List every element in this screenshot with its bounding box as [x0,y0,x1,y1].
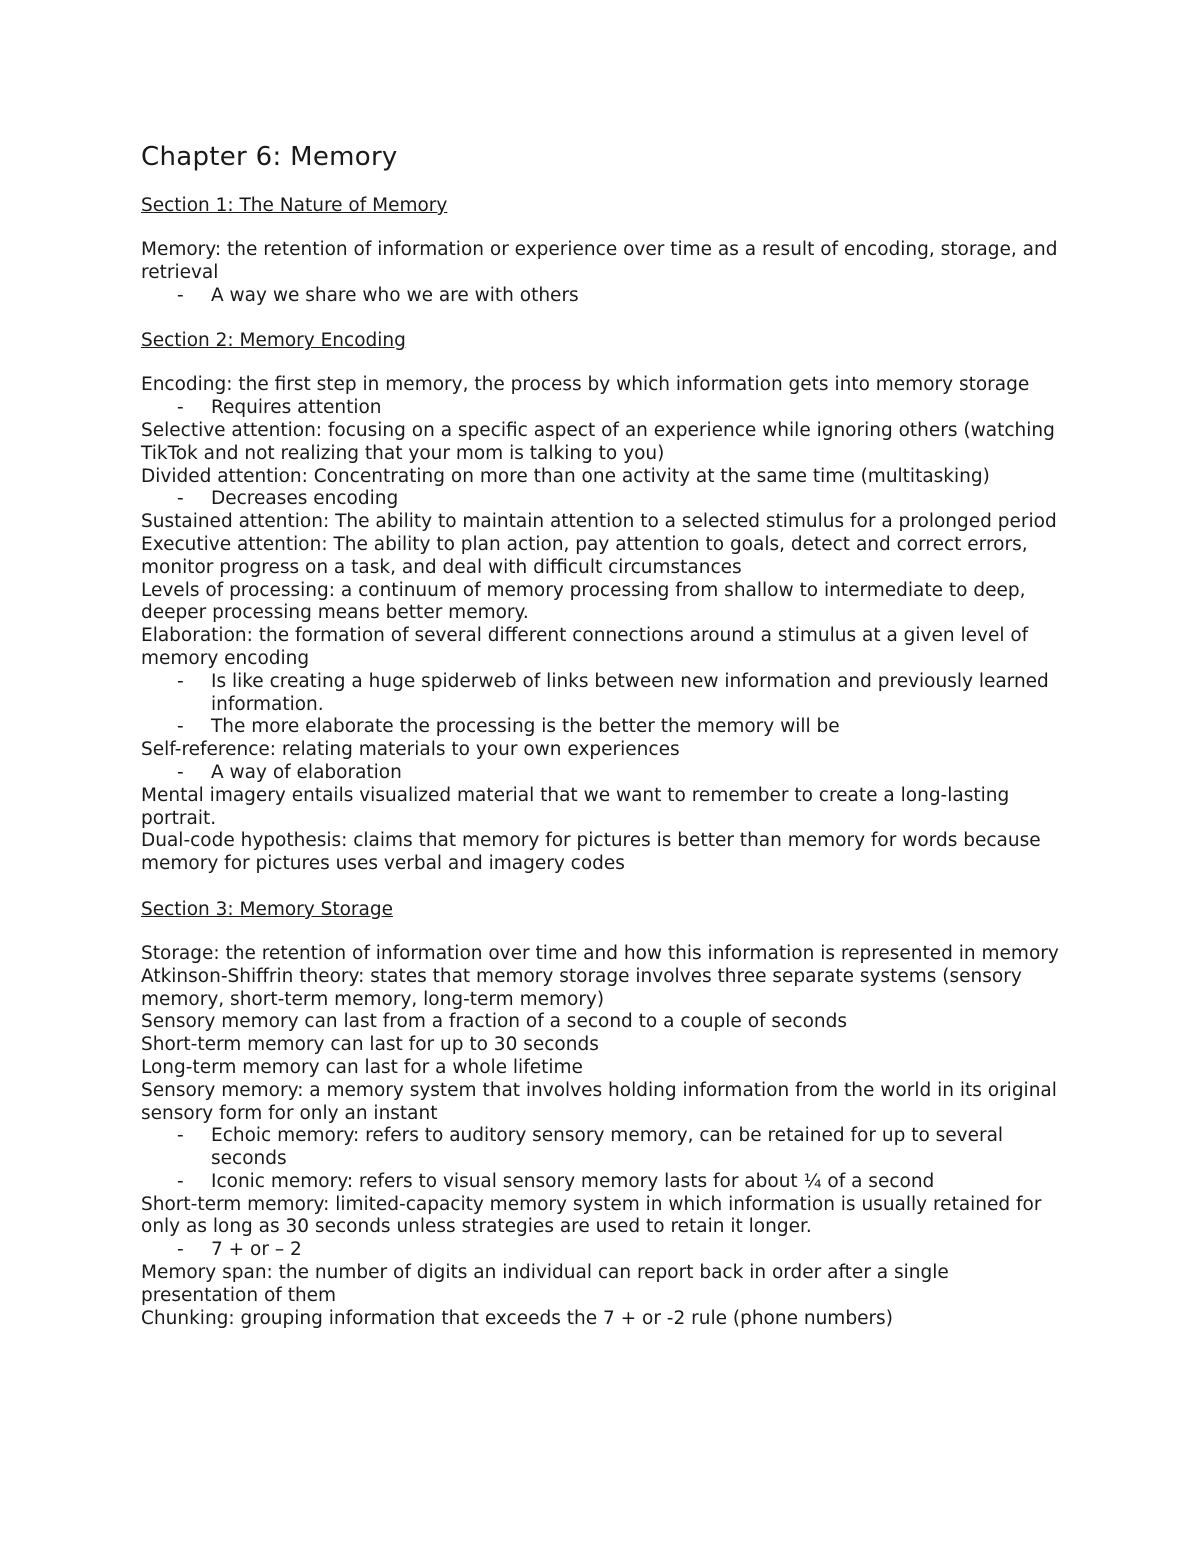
bullet-text: Is like creating a huge spiderweb of links between new information and previously learned information. [211,670,1049,715]
bullet-marker: - [177,397,184,419]
section-2 [141,329,1071,876]
bullet-text: The more elaborate the processing is the better the memory will be [211,716,840,738]
paragraph: Sensory memory: a memory system that involves holding information from the world in its original sensory form for only an instant [141,1079,1057,1124]
bullet-marker: - [177,1170,184,1192]
bullet-item [141,285,1071,308]
bullet-item [141,762,1071,785]
paragraph: Executive attention: The ability to plan action, pay attention to goals, detect and correct errors, monitor progress on a task, and deal with difficult circumstances [141,533,1028,578]
bullet-text: Echoic memory: refers to auditory sensory memory, can be retained for up to several seconds [211,1125,1004,1170]
paragraph: Sensory memory can last from a fraction of a second to a couple of seconds [141,1011,848,1033]
document-page [141,140,1071,1352]
paragraph: Memory span: the number of digits an individual can report back in order after a single presentation of them [141,1262,949,1306]
bullet-text: 7 + or – 2 [211,1239,302,1261]
bullet-item [141,1239,1071,1262]
bullet-marker: - [177,670,184,692]
sections-container [141,194,1071,1330]
section-heading: Section 1: The Nature of Memory [141,195,448,216]
bullet-marker: - [177,1239,184,1261]
bullet-item [141,397,1071,420]
section-heading: Section 2: Memory Encoding [141,330,406,352]
paragraph: Short-term memory: limited-capacity memory system in which information is usually retained for only as long as 30 seconds unless strategies are used to retain it longer. [141,1193,1042,1238]
paragraph: Long-term memory can last for a whole lifetime [141,1056,583,1078]
bullet-text: Decreases encoding [211,488,399,510]
paragraph: Levels of processing: a continuum of memory processing from shallow to intermediate to deep, deeper processing means better memory. [141,579,1026,624]
section-heading: Section 3: Memory Storage [141,898,393,920]
paragraph: Chunking: grouping information that exceeds the 7 + or -2 rule (phone numbers) [141,1307,893,1329]
paragraph: Elaboration: the formation of several different connections around a stimulus at a given level of memory encoding [141,625,1029,669]
bullet-marker: - [177,284,184,306]
paragraph: Encoding: the first step in memory, the process by which information gets into memory storage [141,374,1030,396]
bullet-text: Requires attention [211,397,382,419]
paragraph: Mental imagery entails visualized material that we want to remember to create a long-lasting portrait. [141,784,1010,829]
bullet-text: A way we share who we are with others [211,284,579,306]
bullet-item [141,671,1071,717]
bullet-marker: - [177,488,184,510]
paragraph: Short-term memory can last for up to 30 seconds [141,1034,599,1056]
paragraph: Memory: the retention of information or experience over time as a result of encoding, storage, and retrieval [141,239,1058,283]
paragraph: Self-reference: relating materials to your own experiences [141,739,680,761]
paragraph: Storage: the retention of information over time and how this information is represented in memory [141,942,1059,964]
bullet-marker: - [177,716,184,738]
bullet-marker: - [177,761,184,783]
section-1 [141,194,1071,307]
paragraph: Sustained attention: The ability to maintain attention to a selected stimulus for a prolonged period [141,511,1057,533]
paragraph: Atkinson-Shiffrin theory: states that memory storage involves three separate systems (sensory memory, short-term memory, long-term memory) [141,965,1022,1010]
bullet-item [141,1125,1071,1171]
section-3 [141,898,1071,1331]
bullet-item [141,716,1071,739]
bullet-text: Iconic memory: refers to visual sensory memory lasts for about ¼ of a second [211,1170,935,1192]
bullet-marker: - [177,1125,184,1147]
paragraph: Selective attention: focusing on a specific aspect of an experience while ignoring others (watching TikTok and not realizing that your mom is talking to you) [141,419,1055,464]
bullet-item [141,1171,1071,1194]
bullet-text: A way of elaboration [211,761,402,783]
paragraph: Dual-code hypothesis: claims that memory for pictures is better than memory for words because memory for pictures uses verbal and imagery codes [141,830,1041,875]
paragraph: Divided attention: Concentrating on more than one activity at the same time (multitasking) [141,465,990,487]
bullet-item [141,488,1071,511]
page-title: Chapter 6: Memory [141,142,398,172]
